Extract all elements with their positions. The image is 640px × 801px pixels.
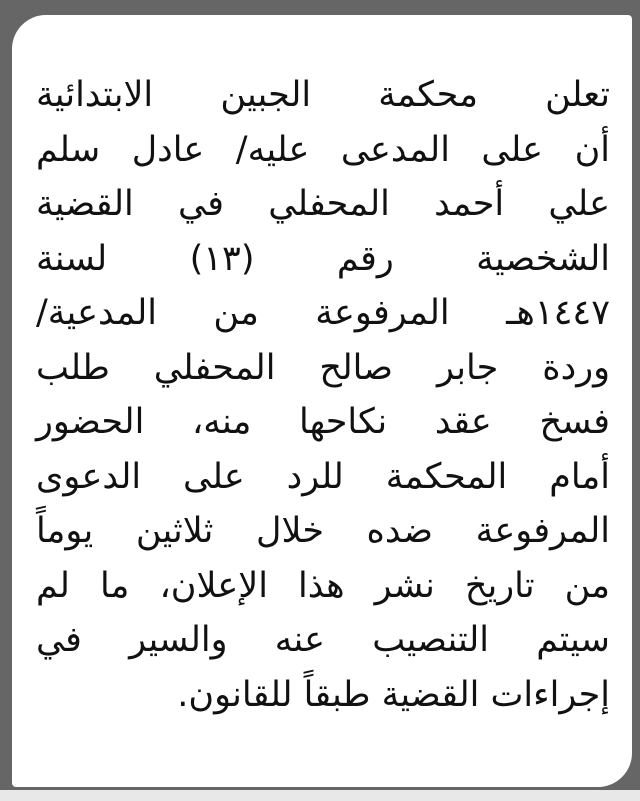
notice-line: المرفوعة ضده خلال ثلاثين يوماً xyxy=(36,511,610,551)
notice-line: فسخ عقد نكاحها منه، الحضور xyxy=(36,402,610,442)
notice-line: أمام المحكمة للرد على الدعوى xyxy=(36,456,610,497)
notice-line: إجراءات القضية طبقاً للقانون. xyxy=(177,674,610,715)
notice-line: من تاريخ نشر هذا الإعلان، ما لم xyxy=(36,565,610,606)
notice-line: تعلن محكمة الجبين الابتدائية xyxy=(36,75,610,115)
notice-line: الشخصية رقم (١٣) لسنة xyxy=(36,238,610,279)
notice-line: ١٤٤٧هـ المرفوعة من المدعية/ xyxy=(36,293,610,333)
notice-line: وردة جابر صالح المحفلي طلب xyxy=(36,347,610,388)
notice-line: سيتم التنصيب عنه والسير في xyxy=(36,620,610,660)
notice-line: علي أحمد المحفلي في القضية xyxy=(36,184,610,224)
notice-text xyxy=(36,68,610,722)
notice-line: أن على المدعى عليه/ عادل سلم xyxy=(36,129,610,170)
